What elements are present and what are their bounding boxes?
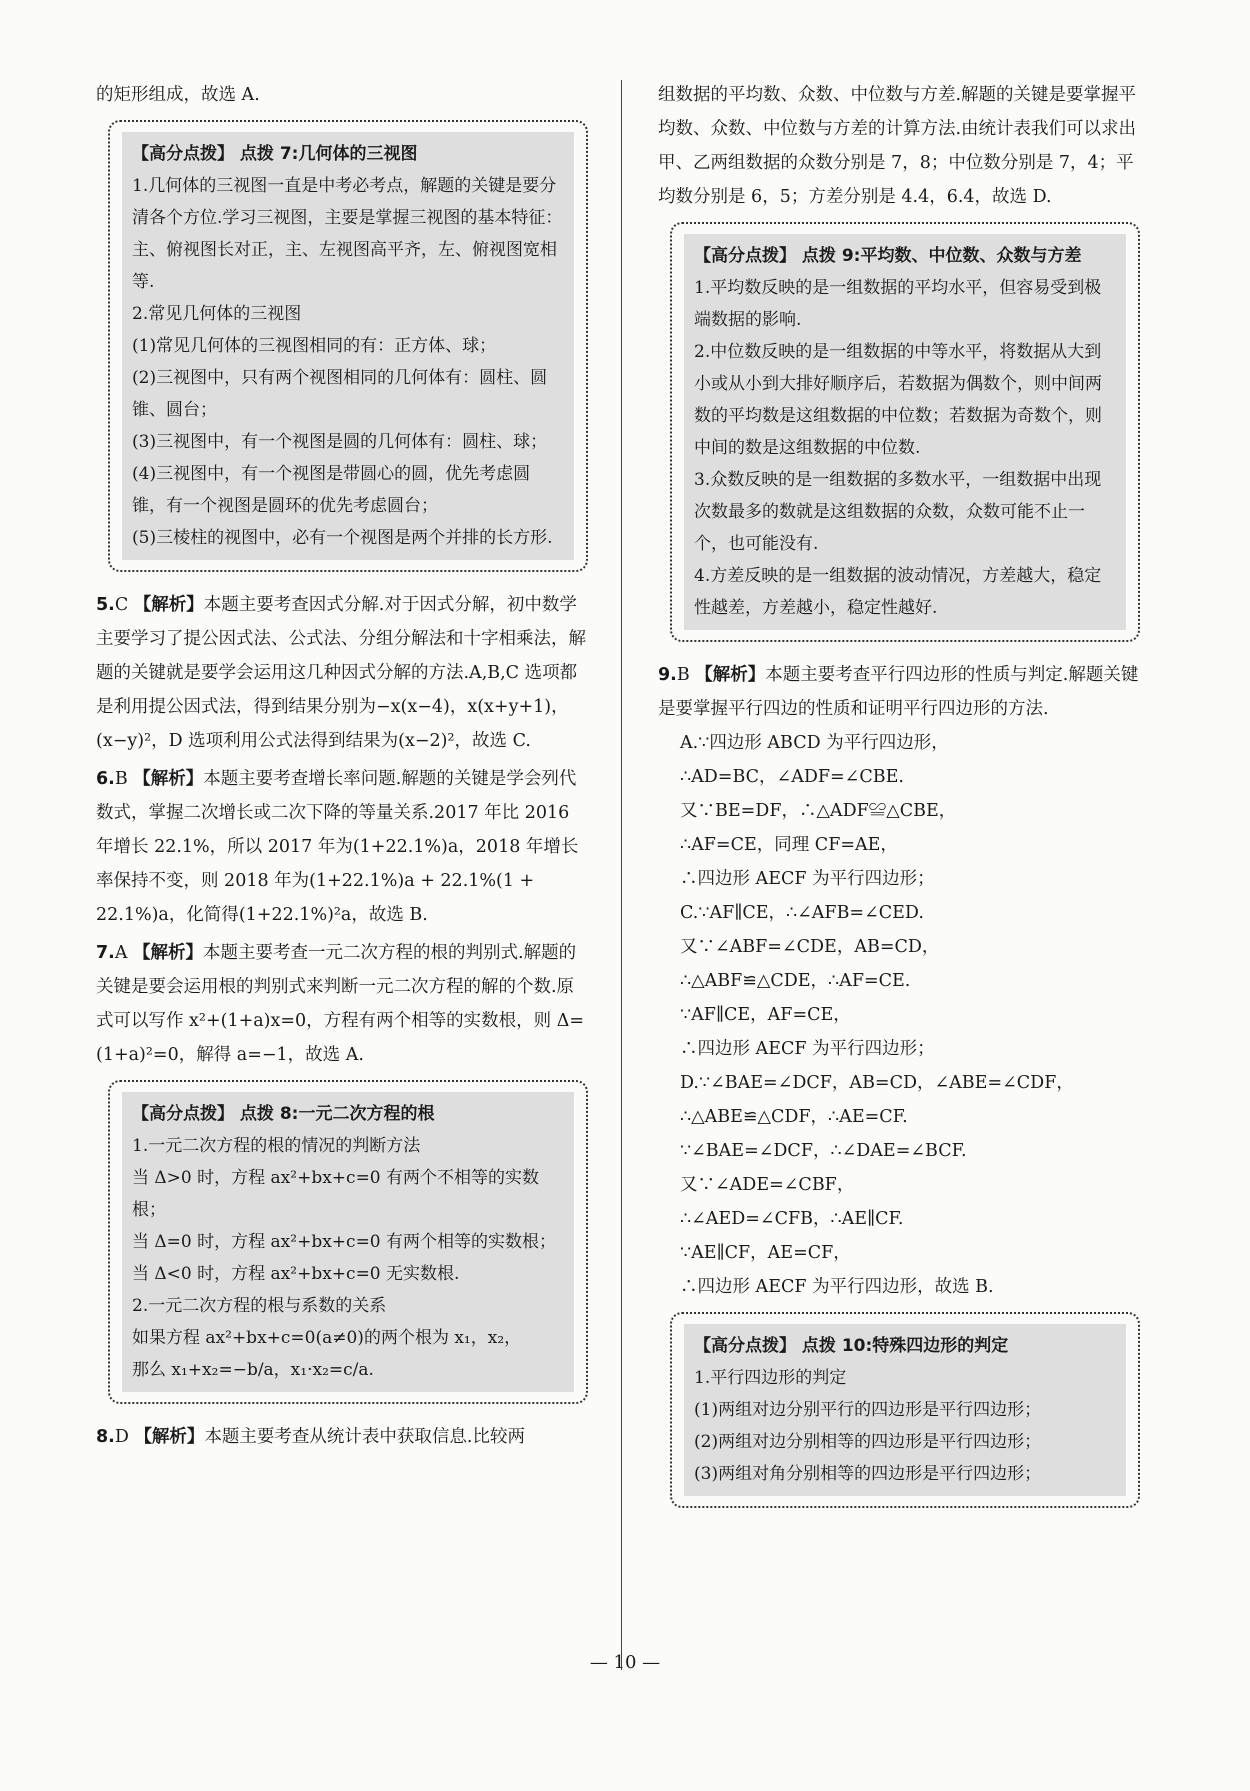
intro-text: 的矩形组成，故选 A. [96,85,260,105]
tip-box-9 [670,222,1140,642]
analysis-tag: 【解析】 [134,1427,205,1447]
proof-line: ∴△ABF≌△CDE，∴AF=CE. [680,971,911,991]
answer-text: 本题主要考查从统计表中获取信息.比较两 [204,1427,525,1447]
proof-line: 又∵∠ADE=∠CBF， [680,1175,855,1195]
answer-8-continued: 组数据的平均数、众数、中位数与方差.解题的关键是要掌握平均数、众数、中位数与方差的计算方法.由统计表我们可以求出甲、乙两组数据的众数分别是 7，8；中位数分别是 7，4；平均数分别是 6，5；方差分别是 4.4，6.4，故选 D. [658,85,1137,207]
proof-line: ∴四边形 AECF 为平行四边形； [680,1039,935,1059]
proof-line: A.∵四边形 ABCD 为平行四边形， [680,733,949,753]
answer-choice: B [114,769,128,789]
proof-line: ∵AE∥CF，AE=CF， [680,1243,851,1263]
tip-line: (5)三棱柱的视图中，必有一个视图是两个并排的长方形. [132,528,553,548]
tip-line: 1.平行四边形的判定 [694,1368,847,1388]
answer-number: 9. [658,665,677,685]
tip-line: 那么 x₁+x₂=−b/a，x₁·x₂=c/a. [132,1360,374,1380]
answer-text: 本题主要考查增长率问题.解题的关键是学会列代数式，掌握二次增长或二次下降的等量关系.2017 年比 2016 年增长 22.1%，所以 2017 年为(1+22.1%)a，2018 年增长率保持不变，则 2018 年为(1+22.1%)a + 22.1%(1 + 22.1%)a，化简得(1+22.1%)²a，故选 B. [96,769,579,925]
answer-9 [658,658,1140,1304]
answer-number: 6. [96,769,115,789]
proof-line: ∴AD=BC，∠ADF=∠CBE. [680,767,904,787]
tip-line: 当 Δ>0 时，方程 ax²+bx+c=0 有两个不相等的实数根； [132,1168,540,1220]
tip-line: (1)常见几何体的三视图相同的有：正方体、球； [132,336,497,356]
tip-line: 3.众数反映的是一组数据的多数水平，一组数据中出现次数最多的数就是这组数据的众数，众数可能不止一个，也可能没有. [694,470,1102,554]
right-column [658,78,1140,1524]
proof-line: 又∵∠ABF=∠CDE，AB=CD， [680,937,940,957]
tip-line: (3)三视图中，有一个视图是圆的几何体有：圆柱、球； [132,432,548,452]
page-number: — 10 — [589,1652,661,1673]
tip-line: 2.中位数反映的是一组数据的中等水平，将数据从大到小或从小到大排好顺序后，若数据为偶数个，则中间两数的平均数是这组数据的中位数；若数据为奇数个，则中间的数是这组数据的中位数. [694,342,1102,458]
tip-line: (3)两组对角分别相等的四边形是平行四边形； [694,1464,1042,1484]
tip-box-title: 【高分点拨】 点拨 8:一元二次方程的根 [132,1104,435,1124]
answer-8 [96,1420,588,1454]
tip-box-title: 【高分点拨】 点拨 9:平均数、中位数、众数与方差 [694,246,1082,266]
tip-line: 当 Δ=0 时，方程 ax²+bx+c=0 有两个相等的实数根； [132,1232,557,1252]
answer-number: 5. [96,595,115,615]
tip-line: 2.常见几何体的三视图 [132,304,302,324]
tip-box-8 [108,1080,588,1404]
tip-line: 当 Δ<0 时，方程 ax²+bx+c=0 无实数根. [132,1264,460,1284]
tip-line: (2)三视图中，只有两个视图相同的几何体有：圆柱、圆锥、圆台； [132,368,548,420]
tip-box-title: 【高分点拨】 点拨 7:几何体的三视图 [132,144,418,164]
answer-number: 8. [96,1427,115,1447]
proof-line: ∵AF∥CE，AF=CE， [680,1005,851,1025]
answer-text: 本题主要考查平行四边形的性质与判定.解题关键是要掌握平行四边的性质和证明平行四边形的方法. [658,665,1139,719]
tip-line: (2)两组对边分别相等的四边形是平行四边形； [694,1432,1042,1452]
left-column [96,78,588,1458]
answer-text: 本题主要考查因式分解.对于因式分解，初中数学主要学习了提公因式法、公式法、分组分解法和十字相乘法，解题的关键就是要学会运用这几种因式分解的方法.A,B,C 选项都是利用提公因式法，得到结果分别为−x(x−4)，x(x+y+1)，(x−y)²，D 选项利用公式法得到结果为(x−2)²，故选 C. [96,595,586,751]
proof-line: 又∵BE=DF，∴△ADF≌△CBE， [680,801,957,821]
tip-line: 1.一元二次方程的根的情况的判断方法 [132,1136,421,1156]
answer-choice: B [676,665,690,685]
answer-choice: D [114,1427,129,1447]
answer-5 [96,588,588,758]
proof-line: D.∵∠BAE=∠DCF，AB=CD，∠ABE=∠CDF， [680,1073,1074,1093]
tip-box-7 [108,120,588,572]
proof-line: ∴△ABE≌△CDF，∴AE=CF. [680,1107,908,1127]
answer-7 [96,936,588,1072]
tip-box-10 [670,1312,1140,1508]
analysis-tag: 【解析】 [133,769,204,789]
answer-choice: A [114,943,128,963]
answer-text: 本题主要考查一元二次方程的根的判别式.解题的关键是要会运用根的判别式来判断一元二次方程的解的个数.原式可以写作 x²+(1+a)x=0，方程有两个相等的实数根，则 Δ=(1+a)²=0，解得 a=−1，故选 A. [96,943,585,1065]
tip-line: 4.方差反映的是一组数据的波动情况，方差越大，稳定性越差，方差越小，稳定性越好. [694,566,1102,618]
analysis-tag: 【解析】 [695,665,766,685]
tip-line: 2.一元二次方程的根与系数的关系 [132,1296,387,1316]
proof-line: C.∵AF∥CE，∴∠AFB=∠CED. [680,903,924,923]
answer-6 [96,762,588,932]
answer-choice: C [114,595,129,615]
proof-line: ∴四边形 AECF 为平行四边形； [680,869,935,889]
tip-line: 1.平均数反映的是一组数据的平均水平，但容易受到极端数据的影响. [694,278,1102,330]
tip-line: 1.几何体的三视图一直是中考必考点，解题的关键是要分清各个方位.学习三视图，主要是掌握三视图的基本特征：主、俯视图长对正，主、左视图高平齐，左、俯视图宽相等. [132,176,563,292]
tip-line: 如果方程 ax²+bx+c=0(a≠0)的两个根为 x₁，x₂， [132,1328,522,1348]
answer-number: 7. [96,943,115,963]
proof-line: ∴AF=CE，同理 CF=AE， [680,835,898,855]
tip-line: (1)两组对边分别平行的四边形是平行四边形； [694,1400,1042,1420]
analysis-tag: 【解析】 [133,943,204,963]
proof-line: ∴四边形 AECF 为平行四边形，故选 B. [680,1277,994,1297]
column-divider [621,80,622,1670]
proof-line: ∴∠AED=∠CFB，∴AE∥CF. [680,1209,904,1229]
analysis-tag: 【解析】 [133,595,204,615]
proof-line: ∵∠BAE=∠DCF，∴∠DAE=∠BCF. [680,1141,967,1161]
tip-line: (4)三视图中，有一个视图是带圆心的圆，优先考虑圆锥，有一个视图是圆环的优先考虑圆台； [132,464,531,516]
tip-box-title: 【高分点拨】 点拨 10:特殊四边形的判定 [694,1336,1009,1356]
